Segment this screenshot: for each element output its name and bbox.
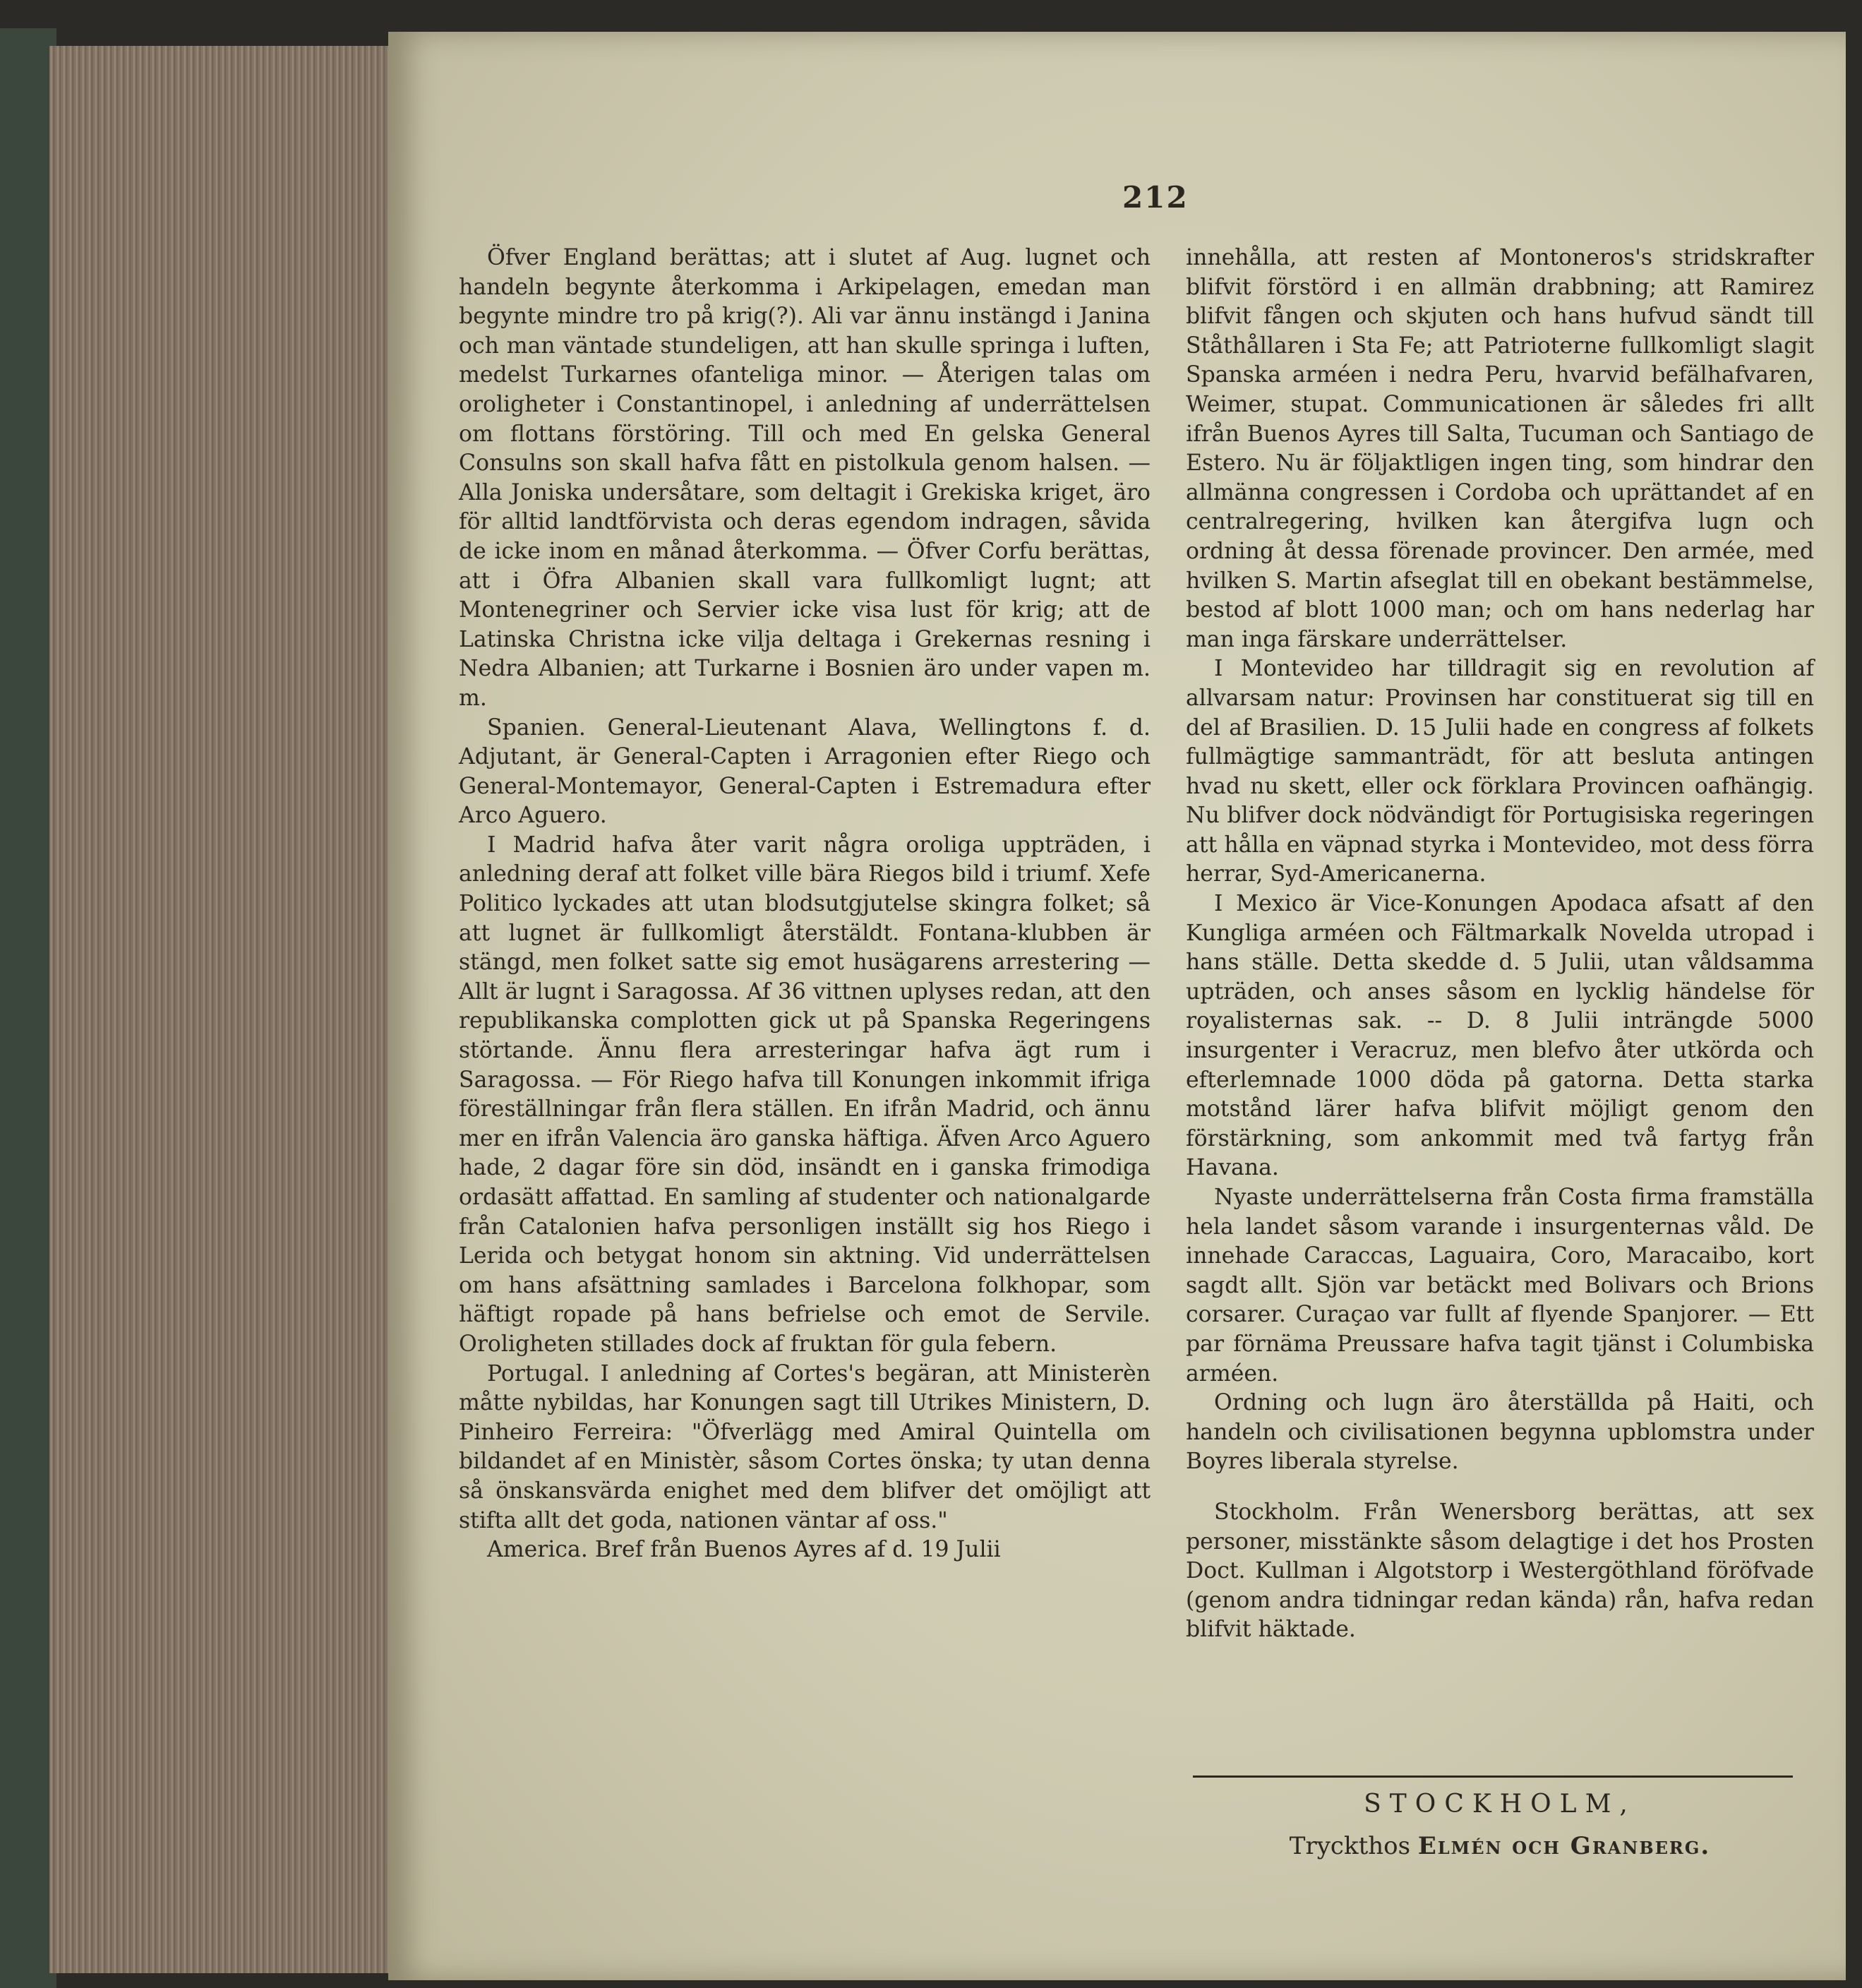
left-column [459, 244, 1151, 1565]
article-england: Öfver England berättas; att i slutet af Aug. lugnet och handeln begynte återkomma i Arkipelagen, emedan man begynte mindre tro på krig(?). Ali var ännu instängd i Janina och man väntade stundeligen, att han skulle springa i luften, medelst Turkarnes ofanteliga minor. — Återigen talas om oroligheter i Constantinopel, i anledning af underrättelsen om flottans förstöring. Till och med En gelska General Consulns son skall hafva fått en pistolkula genom halsen. — Alla Joniska undersåtare, som deltagit i Grekiska kriget, äro för alltid landtförvista och deras egendom indragen, såvida de icke inom en månad återkomma. — Öfver Corfu berättas, att i Öfra Albanien skall vara fullkomligt lugnt; att Montenegriner och Servier icke visa lust för krig; att de Latinska Christna icke vilja deltaga i Grekernas resning i Nedra Albanien; att Turkarne i Bosnien äro under vapen m. m. [459, 245, 1151, 711]
article-haiti: Ordning och lugn äro återställda på Haiti, och handeln och civilisationen begynna upblomstra under Boyres liberala styrelse. [1186, 1390, 1814, 1475]
article-spain-madrid: I Madrid hafva åter varit några oroliga uppträden, i anledning deraf att folket ville bära Riegos bild i triumf. Xefe Politico lyckades att utan blodsutgjutelse skingra folket; så att lugnet är fullkomligt återstäldt. Fontana-klubben är stängd, men folket satte sig emot husägarens arrestering — Allt är lugnt i Saragossa. Af 36 vittnen uplyses redan, att den republikanska complotten gick ut på Spanska Regeringens störtande. Ännu flera arresteringar hafva ägt rum i Saragossa. — För Riego hafva till Konungen inkommit ifriga föreställningar från flera ställen. En ifrån Madrid, och ännu mer en ifrån Valencia äro ganska häftiga. Äfven Arco Aguero hade, 2 dagar före sin död, insändt en i ganska frimodiga ordasätt affattad. En samling af studenter och nationalgarde från Catalonien hafva personligen inställt sig hos Riego i Lerida och betygat honom sin aktning. Vid underrättelsen om hans afsättning samlades i Barcelona folkhopar, som häftigt ropade på hans befrielse och emot de Servile. Oroligheten stillades dock af fruktan för gula febern. [459, 832, 1151, 1357]
book-spine [0, 28, 56, 1988]
imprint-printer [1186, 1832, 1814, 1860]
article-stockholm: Stockholm. Från Wenersborg berättas, att sex personer, misstänkte såsom delagtige i det hos Prosten Doct. Kullman i Algotstorp i Westergöthland föröfvade (genom andra tidningar redan kända) rån, hafva redan blifvit häktade. [1186, 1499, 1814, 1643]
page-number: 212 [1122, 180, 1189, 215]
article-america-cont: innehålla, att resten af Montoneros's stridskrafter blifvit förstörd i en allmän drabbning; att Ramirez blifvit fången och skjuten och hans hufvud sändt till Ståthållaren i Sta Fe; att Patrioterne fullkomligt slagit Spanska arméen i nedra Peru, hvarvid befälhafvaren, Weimer, stupat. Communicationen är således fri allt ifrån Buenos Ayres till Salta, Tucuman och Santiago de Estero. Nu är följaktligen ingen ting, som hindrar den allmänna congressen i Cordoba och uprättandet af en centralregering, hvilken kan återgifva lugn och ordning åt dessa förenade provincer. Den armée, med hvilken S. Martin afseglat till en obekant bestämmelse, bestod af blott 1000 man; och om hans nederlag har man inga färskare underrättelser. [1186, 245, 1814, 652]
article-portugal: Portugal. I anledning af Cortes's begäran, att Ministerèn måtte nybildas, har Konungen sagt till Utrikes Ministern, D. Pinheiro Ferreira: "Öfverlägg med Amiral Quintella om bildandet af en Ministèr, såsom Cortes önska; ty utan denna så önskansvärda enighet med dem blifver det omöjligt att stifta allt det goda, nationen väntar af oss." [459, 1360, 1151, 1533]
page-edges [49, 46, 394, 1973]
imprint-printer-prefix: Tryckthos [1289, 1832, 1411, 1860]
imprint-city: STOCKHOLM, [1364, 1790, 1636, 1819]
article-spain-generals: Spanien. General-Lieutenant Alava, Wellingtons f. d. Adjutant, är General-Capten i Arragonien efter Riego och General-Montemayor, General-Capten i Estremadura efter Arco Aguero. [459, 714, 1151, 829]
article-america-start: America. Bref från Buenos Ayres af d. 19 Julii [487, 1537, 1001, 1563]
article-costa-firma: Nyaste underrättelserna från Costa firma framställa hela landet såsom varande i insurgenternas våld. De innehade Caraccas, Laguaira, Coro, Maracaibo, kort sagdt allt. Sjön var betäckt med Bolivars och Brions corsarer. Curaçao var fullt af flyende Spanjorer. — Ett par förnäma Preussare hafva tagit tjänst i Columbiska arméen. [1186, 1185, 1814, 1387]
right-column [1186, 244, 1814, 1645]
article-montevideo: I Montevideo har tilldragit sig en revolution af allvarsam natur: Provinsen har constituerat sig till en del af Brasilien. D. 15 Julii hade en congress af folkets fullmägtige sammanträdt, för att besluta antingen hvad nu skett, eller ock förklara Provincen oafhängig. Nu blifver dock nödvändigt för Portugisiska regeringen att hålla en väpnad styrka i Montevideo, mot dess förra herrar, Syd-Americanerna. [1186, 656, 1814, 887]
newspaper-page [388, 32, 1846, 1980]
imprint-rule [1193, 1776, 1793, 1778]
article-mexico: I Mexico är Vice-Konungen Apodaca afsatt af den Kungliga arméen och Fältmarkalk Novelda utropad i hans ställe. Detta skedde d. 5 Julii, utan våldsamma upträden, och anses såsom en lycklig händelse för royalisternas sak. -- D. 8 Julii inträngde 5000 insurgenter i Veracruz, men blefvo åter utkörda och efterlemnade 1000 döda på gatorna. Detta starka motstånd lärer hafva blifvit möjligt genom den förstärkning, som ankommit med två fartyg från Havana. [1186, 891, 1814, 1181]
imprint-printer-name: Elmén och Granberg. [1417, 1832, 1711, 1860]
